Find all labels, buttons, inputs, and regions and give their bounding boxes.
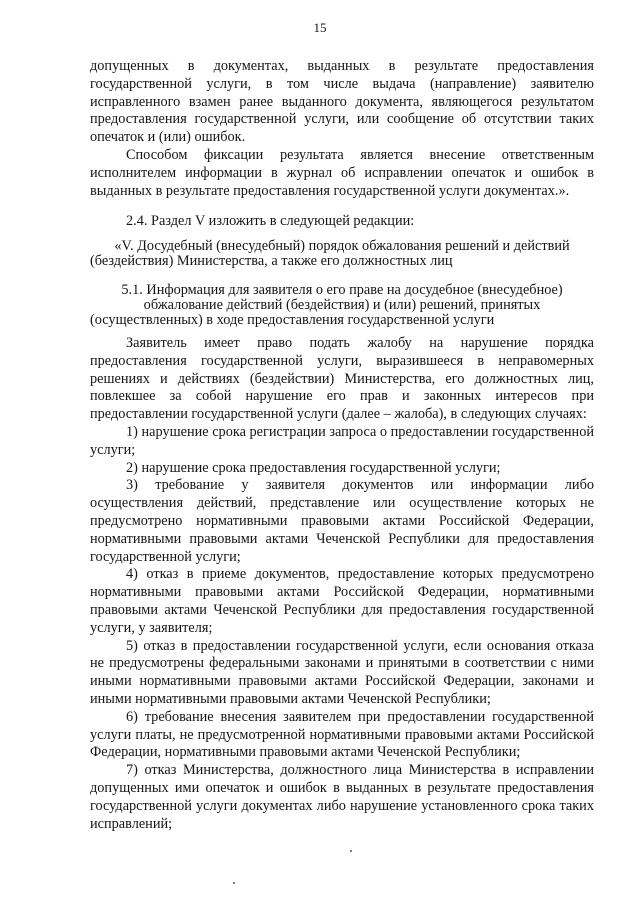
section-title: «V. Досудебный (внесудебный) порядок обжалования решений и действий (бездействия) Министерства, а также его должностных лиц (90, 238, 570, 269)
main-text-block (90, 335, 594, 833)
paragraph: Заявитель имеет право подать жалобу на нарушение порядка предоставления государственной услуги, выразившееся в неправомерных решениях и действиях (бездействии) Министерства, его должностных лиц, повлекшее за собой нарушение его прав и законных интересов при предоставлении государственной услуги (далее – жалоба), в следующих случаях: (90, 335, 594, 423)
list-item: 1) нарушение срока регистрации запроса о предоставлении государственной услуги; (90, 423, 594, 458)
subsection-title-block (90, 283, 594, 328)
list-item: 6) требование внесения заявителем при предоставлении государственной услуги платы, не предусмотренной нормативными правовыми актами Российской Федерации, нормативными правовыми актами Чеченской Республики; (90, 708, 594, 761)
paragraph: Способом фиксации результата является внесение ответственным исполнителем информации в журнал об исправлении опечаток и ошибок в выданных в результате предоставления государственной услуги документах.». (90, 146, 594, 199)
list-item: 3) требование у заявителя документов или информации либо осуществления действий, представление или осуществление которых не предусмотрено нормативными правовыми актами Российской Федерации, нормативными правовыми актами Чеченской Республики для предоставления государственной услуги; (90, 477, 594, 565)
list-item: 7) отказ Министерства, должностного лица Министерства в исправлении допущенных ими опечаток и ошибок в выданных в результате предоставления государственной услуги документах либо нарушение установленного срока таких исправлений; (90, 762, 594, 832)
list-item: 5) отказ в предоставлении государственной услуги, если основания отказа не предусмотрены федеральными законами и принятыми в соответствии с ними иными нормативными правовыми актами Российской Федерации, законами и иными нормативными правовыми актами Чеченской Республики; (90, 637, 594, 707)
section-instruction: 2.4. Раздел V изложить в следующей редакции: (126, 213, 415, 229)
subsection-title: 5.1. Информация для заявителя о его праве на досудебное (внесудебное) обжалование действий (бездействия) и (или) решений, принятых (осуществленных) в ходе предоставления государственной услуги (90, 282, 563, 328)
paragraph: допущенных в документах, выданных в результате предоставления государственной услуги, в том числе выдача (направление) заявителю исправленного взамен ранее выданного документа, являющегося результатом предоставления государственной услуги, или сообщение об отсутствии таких опечаток и (или) ошибок. (90, 58, 594, 146)
page-number: 15 (313, 20, 327, 35)
list-item: 2) нарушение срока предоставления государственной услуги; (126, 459, 501, 476)
top-text-block (90, 58, 594, 200)
section-instruction-block (90, 213, 594, 231)
scan-speck (350, 850, 352, 852)
list-item: 4) отказ в приеме документов, предоставление которых предусмотрено нормативными правовыми актами Российской Федерации, нормативными правовыми актами Чеченской Республики для предоставления государственной услуги, у заявителя; (90, 566, 594, 636)
scan-speck (233, 882, 235, 884)
section-title-block (90, 239, 594, 269)
